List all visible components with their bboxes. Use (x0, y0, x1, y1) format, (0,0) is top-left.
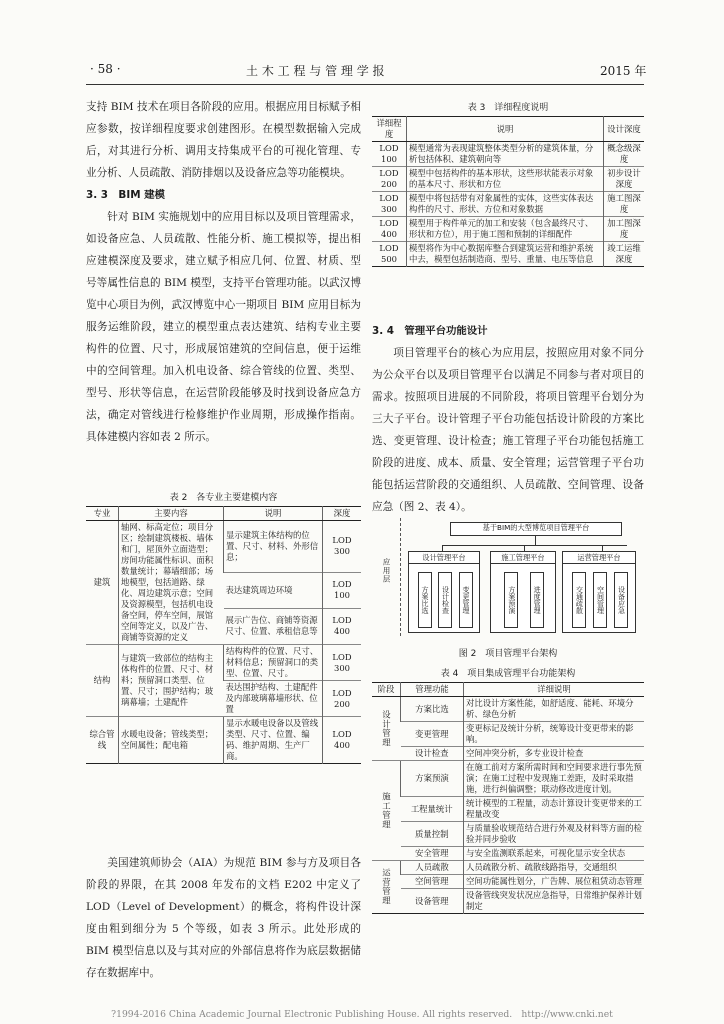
table2-discipline: 结构 (86, 645, 119, 717)
subplatform-item: 变更管理 (459, 572, 473, 628)
table4-function: 空间管理 (401, 875, 464, 889)
table2-depth: LOD 400 (323, 717, 362, 764)
table4-desc: 与质量验收规范结合进行外观及材料等方面的检验并同步验收 (464, 822, 645, 847)
section-3-4 (372, 320, 644, 518)
section-3-3-heading: 3. 3 BIM 建模 (86, 189, 165, 201)
table3-header: 说明 (407, 117, 604, 142)
table4-desc: 变更标记及统计分析，统筹设计变更带来的影响。 (464, 722, 645, 747)
table3-caption: 表 3 详细程度说明 (467, 103, 549, 113)
table4-header: 管理功能 (401, 683, 464, 697)
table2-discipline: 建筑 (93, 577, 111, 587)
table4-function: 方案比选 (401, 697, 464, 722)
table2-header: 深度 (323, 507, 362, 521)
table4 (372, 682, 644, 914)
table4-row (372, 761, 644, 797)
subplatform-item: 空间管理 (593, 572, 607, 628)
subplatform-title: 施工管理平台 (491, 552, 555, 564)
table2-header: 主要内容 (119, 507, 224, 521)
subplatform-item: 进度管理 (530, 572, 544, 628)
table4-function: 安全管理 (401, 847, 464, 861)
table4-header: 阶段 (372, 683, 401, 697)
table4-desc: 在施工前对方案所需时间和空间要求进行事先预演；在施工过程中发现施工差距，及时采取措施，进行纠偏调整；联动修改进度计划。 (464, 761, 645, 797)
journal-title: 土 木 工 程 与 管 理 学 报 (246, 64, 385, 78)
table4-row (372, 889, 644, 914)
table4-desc: 与安全监测联系起来，可视化显示安全状态 (464, 847, 645, 861)
aia-paragraph-wrap (86, 852, 361, 984)
table4-row (372, 722, 644, 747)
table4-desc: 空间冲突分析，多专业设计检查 (464, 747, 645, 761)
platform-top-box: 基于BIM的大型博览项目管理平台 (450, 522, 622, 536)
table2-note: 显示水暖电设备以及管线类型、尺寸、位置、编码、维护周期、生产厂商。 (224, 717, 323, 764)
table4-desc: 对比设计方案性能，如舒适度、能耗、环境分析、绿色分析 (464, 697, 645, 722)
table3-row (372, 217, 644, 242)
section-3-3-paragraph: 针对 BIM 实施规划中的应用目标以及项目管理需求，如设备应急、人员疏散、性能分析、施工模拟等，提出相应建模深度及要求，建立赋予相应几何、位置、材质、型号等属性信息的 BIM 模型，支持平台管理功能。以武汉博览中心项目为例，武汉博览中心一期项目 BIM 应用目标为服务运维阶段，建立的模型重点表达建筑、结构专业主要构件的位置、尺寸，形成展馆建筑的空间信息，便于运维中的空间管理。加入机电设备、综合管线的位置、类型、型号、形状等信息，在运营阶段能够及时找到设备应急方法，确定对管线进行检修维护作业周期，形成操作指南。具体建模内容如表 2 所示。 (86, 211, 361, 443)
table3-level: LOD 200 (372, 167, 407, 192)
table2-content: 水暖电设备；管线类型；空间属性；配电箱 (119, 717, 224, 764)
table4-row (372, 822, 644, 847)
table2-note: 结构构件的位置、尺寸、材料信息；预留洞口的类型、位置、尺寸。 (224, 645, 323, 681)
table3-row (372, 142, 644, 167)
table4-desc: 人员疏散分析、疏散线路指导，交通组织 (464, 861, 645, 875)
subplatform-title: 运营管理平台 (563, 552, 635, 564)
table4-row (372, 797, 644, 822)
connector-vertical (535, 535, 536, 545)
subplatform-box (562, 551, 636, 633)
table2-depth: LOD 400 (323, 608, 362, 644)
table2-note: 表达围护结构、土建配件及内部玻璃幕墙形状、位置 (224, 681, 323, 717)
table2-header: 专业 (86, 507, 119, 521)
table3-level: LOD 400 (372, 217, 407, 242)
subplatform-box (408, 551, 480, 633)
table2-header: 说明 (224, 507, 323, 521)
table3-level: LOD 100 (379, 143, 399, 164)
subplatform-item: 方案比选 (418, 572, 432, 628)
subplatform-item: 交通疏散 (572, 572, 586, 628)
table4-stage: 施工管理 (372, 761, 401, 861)
subplatform-item: 方案预演 (504, 572, 518, 628)
table4-row (372, 875, 644, 889)
table3-level: LOD 300 (372, 192, 407, 217)
table2-depth: LOD 100 (323, 572, 362, 608)
table4-function: 工程量统计 (401, 797, 464, 822)
table4-row (372, 747, 644, 761)
figure2-diagram (372, 518, 644, 642)
subplatform-box (490, 551, 556, 633)
table2-row (86, 717, 361, 764)
table4-caption: 表 4 项目集成管理平台功能架构 (440, 669, 576, 679)
table3-depth: 概念级深度 (604, 142, 645, 167)
left-column (86, 96, 361, 448)
table3-header: 详细程度 (372, 117, 407, 142)
table2-discipline: 综合管线 (86, 717, 119, 764)
table2-note: 表达建筑周边环境 (224, 572, 323, 608)
subplatform-title: 设计管理平台 (409, 552, 479, 564)
table2-caption: 表 2 各专业主要建模内容 (169, 493, 278, 503)
subplatform-item: 设计检查 (438, 572, 452, 628)
section-3-4-heading: 3. 4 管理平台功能设计 (372, 325, 488, 337)
figure2-caption: 图 2 项目管理平台架构 (458, 649, 558, 659)
table2 (86, 506, 361, 764)
table2-depth: LOD 300 (323, 645, 362, 681)
table4-stage: 设计管理 (381, 709, 392, 748)
intro-paragraph: 支持 BIM 技术在项目各阶段的应用。根据应用目标赋予相应参数，按详细程度要求创建图形。在模型数据输入完成后，对其进行分析、调用支持集成平台的可视化管理、专业分析、人员疏散、消防排烟以及设备应急等功能模块。 (86, 101, 361, 179)
table3-row (372, 167, 644, 192)
table2-depth: LOD 300 (323, 521, 362, 573)
year: 2015 年 (600, 64, 647, 78)
table4-header: 详细说明 (464, 683, 645, 697)
aia-paragraph: 美国建筑师协会（AIA）为规范 BIM 参与方及项目各阶段的界限，在其 2008 年发布的文档 E202 中定义了 LOD（Level of Development）的概念，将构件设计深度由粗到细分为 5 个等级，如表 3 所示。此处形成的 BIM 模型信息以及与其对应的外部信息将作为底层数据储存在数据库中。 (86, 857, 361, 979)
table4-function: 设计检查 (401, 747, 464, 761)
table4-row (372, 861, 644, 875)
table2-content: 与建筑一致部位的结构主体构件的位置、尺寸、材料；预留洞口类型、位置、尺寸；围护结构；玻璃幕墙；土建配件 (119, 645, 224, 717)
subplatform-item: 设备应急 (614, 572, 628, 628)
table3 (372, 116, 644, 267)
page-number: · 58 · (90, 62, 121, 76)
table2-note: 展示广告位、商铺等资源尺寸、位置、承租信息等 (224, 608, 323, 644)
table3-level: LOD 500 (372, 242, 407, 267)
table3-depth: 加工图深度 (604, 217, 645, 242)
table3-row (372, 192, 644, 217)
table3-desc: 模型中包括构件的基本形状，这些形状能表示对象的基本尺寸、形状和方位 (407, 167, 604, 192)
table2-content: 轴网、标高定位；项目分区；绘制建筑楼板、墙体和门，屋顶外立面造型；房间功能属性标识、面积数量统计；幕墙细部；场地模型，包括道路、绿化、周边建筑示意；空间及资源模型，包括机电设备空间，停车空间，展馆空间等定义，以及广告、商铺等资源的定义 (119, 521, 224, 645)
table3-depth: 竣工运维深度 (604, 242, 645, 267)
table3-desc: 模型用于构件单元的加工和安装（包含最终尺寸、形状和方位），用于施工图和预制的详细配件 (407, 217, 604, 242)
table3-desc: 模型将作为中心数据库整合到建筑运营和维护系统中去，模型包括制造商、型号、重量、电压等信息 (407, 242, 604, 267)
header-rule (86, 84, 644, 85)
table4-function: 设备管理 (401, 889, 464, 914)
table3-depth: 施工图深度 (604, 192, 645, 217)
table4-function: 质量控制 (401, 822, 464, 847)
section-3-4-paragraph: 项目管理平台的核心为应用层，按照应用对象不同分为公众平台以及项目管理平台以满足不同参与者对项目的需求。按照项目进展的不同阶段，将项目管理平台划分为三大子平台。设计管理子平台功能包括设计阶段的方案比选、变更管理、设计检查；施工管理子平台功能包括施工阶段的进度、成本、质量、安全管理；运营管理子平台功能包括运营阶段的交通组织、人员疏散、空间管理、设备应急（图 2、表 4）。 (372, 347, 644, 513)
table4-desc: 设备管线突发状况应急指导，日常维护保养计划制定 (464, 889, 645, 914)
table2-depth: LOD 200 (323, 681, 362, 717)
table4-desc: 统计模型的工程量，动态计算设计变更带来的工程量改变 (464, 797, 645, 822)
table3-desc: 模型中将包括带有对象属性的实体，这些实体表达构件的尺寸、形状、方位和对象数据 (407, 192, 604, 217)
table4-function: 方案预演 (401, 761, 464, 797)
table4-desc: 空间功能属性划分，广告牌、展位租赁动态管理 (464, 875, 645, 889)
table3-row (372, 242, 644, 267)
table2-note: 显示建筑主体结构的位置、尺寸、材料、外形信息； (224, 521, 323, 573)
table3-header: 设计深度 (604, 117, 645, 142)
table3-depth: 初步设计深度 (604, 167, 645, 192)
table4-row (372, 847, 644, 861)
table4-stage: 运营管理 (372, 861, 401, 914)
copyright-footer: ?1994-2016 China Academic Journal Electronic Publishing House. All rights reserved. http://www.cnki.net (111, 1009, 613, 1020)
table4-row (372, 697, 644, 722)
table4-function: 变更管理 (401, 722, 464, 747)
connector-horizontal (442, 545, 627, 546)
table3-desc: 模型通常为表现建筑整体类型分析的建筑体量，分析包括体积、建筑朝向等 (407, 142, 604, 167)
layer-label: 应用层 (382, 558, 391, 584)
table4-function: 人员疏散 (401, 861, 464, 875)
table2-row (86, 645, 361, 681)
table2-row (86, 521, 361, 573)
